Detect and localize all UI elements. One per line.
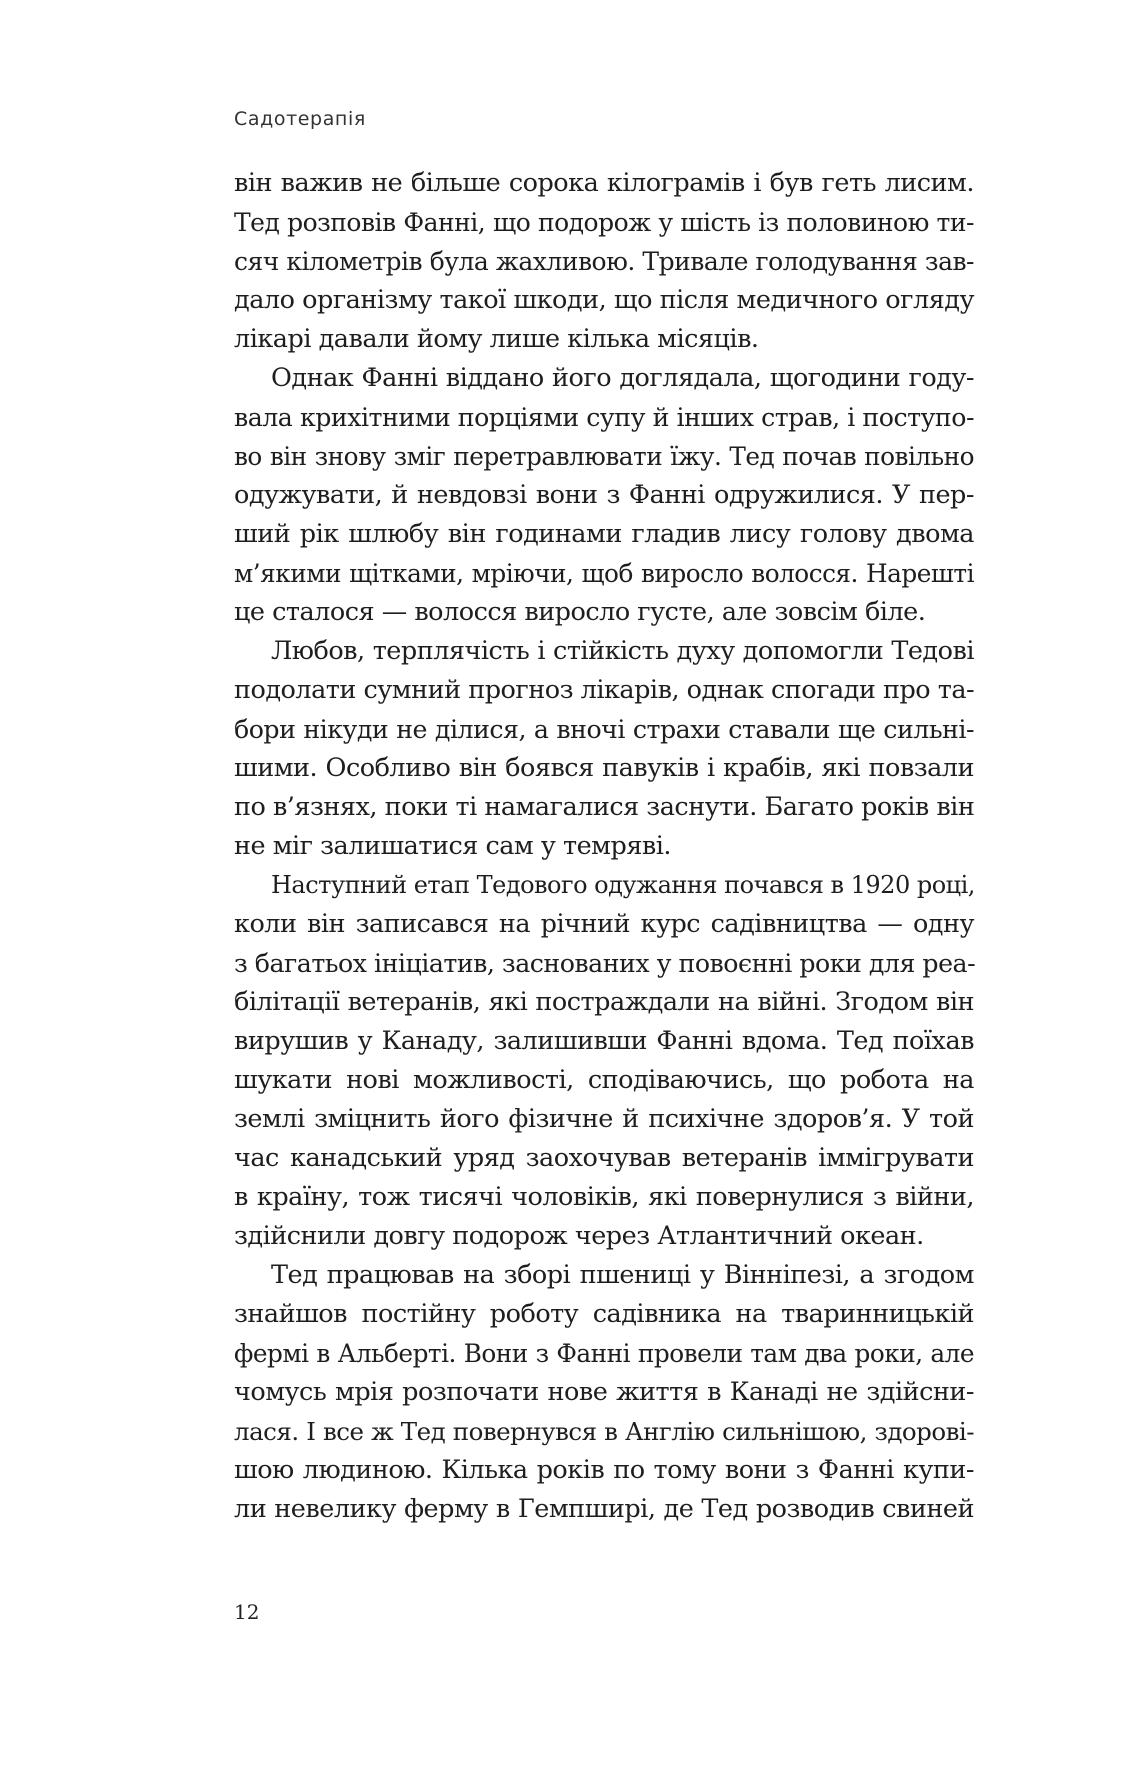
text-line: м’якими щітками, мріючи, щоб виросло волосся. Нарешті: [234, 559, 974, 588]
text-line: во він знову зміг перетравлювати їжу. Тед почав повільно: [234, 442, 974, 471]
body-text: [234, 164, 974, 1529]
paragraph: [234, 632, 974, 866]
text-line: Однак Фанні віддано його доглядала, щогодини году-: [271, 363, 974, 393]
text-line: коли він записався на річний курс садівництва — одну: [234, 909, 974, 939]
text-line: лікарі давали йому лише кілька місяців.: [234, 324, 759, 354]
text-line: це сталося — волосся виросло густе, але зовсім біле.: [234, 597, 926, 627]
text-line: білітації ветеранів, які постраждали на війні. Згодом він: [234, 987, 974, 1017]
running-header-title: Садотерапія: [234, 108, 366, 130]
text-line: шими. Особливо він боявся павуків і крабів, які повзали: [234, 753, 974, 783]
text-line: шою людиною. Кілька років по тому вони з Фанні купи-: [234, 1455, 974, 1485]
text-line: Любов, терплячість і стійкість духу допомогли Тедові: [271, 636, 974, 666]
text-line: знайшов постійну роботу садівника на тваринницькій: [234, 1299, 974, 1329]
text-line: ли невелику ферму в Гемпширі, де Тед розводив свиней: [234, 1494, 974, 1524]
text-line: землі зміцнить його фізичне й психічне здоров’я. У той: [234, 1104, 974, 1134]
text-line: подолати сумний прогноз лікарів, однак спогади про та-: [234, 675, 975, 705]
text-line: час канадський уряд заохочував ветеранів іммігрувати: [234, 1143, 974, 1173]
text-line: сяч кілометрів була жахливою. Тривале голодування зав-: [234, 247, 974, 276]
text-line: одужувати, й невдовзі вони з Фанні одружилися. У пер-: [234, 480, 974, 510]
text-line: чомусь мрія розпочати нове життя в Канаді не здійсни-: [234, 1377, 974, 1407]
paragraph: [234, 1256, 974, 1529]
text-line: дало організму такої шкоди, що після медичного огляду: [234, 285, 974, 315]
paragraph: [234, 866, 974, 1256]
text-line: Тед працював на зборі пшениці у Вінніпезі, а згодом: [271, 1260, 974, 1290]
text-line: він важив не більше сорока кілограмів і був геть лисим.: [234, 168, 974, 198]
text-line: Наступний етап Тедового одужання почався в 1920 році,: [271, 871, 975, 899]
text-line: з багатьох ініціатив, заснованих у повоєнні роки для реа-: [234, 949, 976, 978]
text-line: фермі в Альберті. Вони з Фанні провели там два роки, але: [234, 1339, 974, 1368]
text-line: в країну, тож тисячі чоловіків, які повернулися з війни,: [234, 1182, 974, 1212]
text-line: ший рік шлюбу він годинами гладив лису голову двома: [234, 519, 974, 549]
text-line: не міг залишатися сам у темряві.: [234, 831, 672, 861]
paragraph: [234, 164, 974, 359]
text-line: шукати нові можливості, сподіваючись, що робота на: [234, 1065, 974, 1095]
text-line: вирушив у Канаду, залишивши Фанні вдома. Тед поїхав: [234, 1026, 974, 1056]
text-line: вала крихітними порціями супу й інших страв, і поступо-: [234, 403, 974, 432]
text-line: бори нікуди не ділися, а вночі страхи ставали ще сильні-: [234, 715, 974, 744]
paragraph: [234, 359, 974, 632]
text-line: Тед розповів Фанні, що подорож у шість із половиною ти-: [234, 208, 974, 237]
page-number: 12: [234, 1600, 260, 1624]
text-line: по в’язнях, поки ті намагалися заснути. Багато років він: [234, 792, 975, 822]
text-line: лася. І все ж Тед повернувся в Англію сильнішою, здорові-: [234, 1417, 974, 1446]
text-line: здійснили довгу подорож через Атлантичний океан.: [234, 1221, 924, 1251]
